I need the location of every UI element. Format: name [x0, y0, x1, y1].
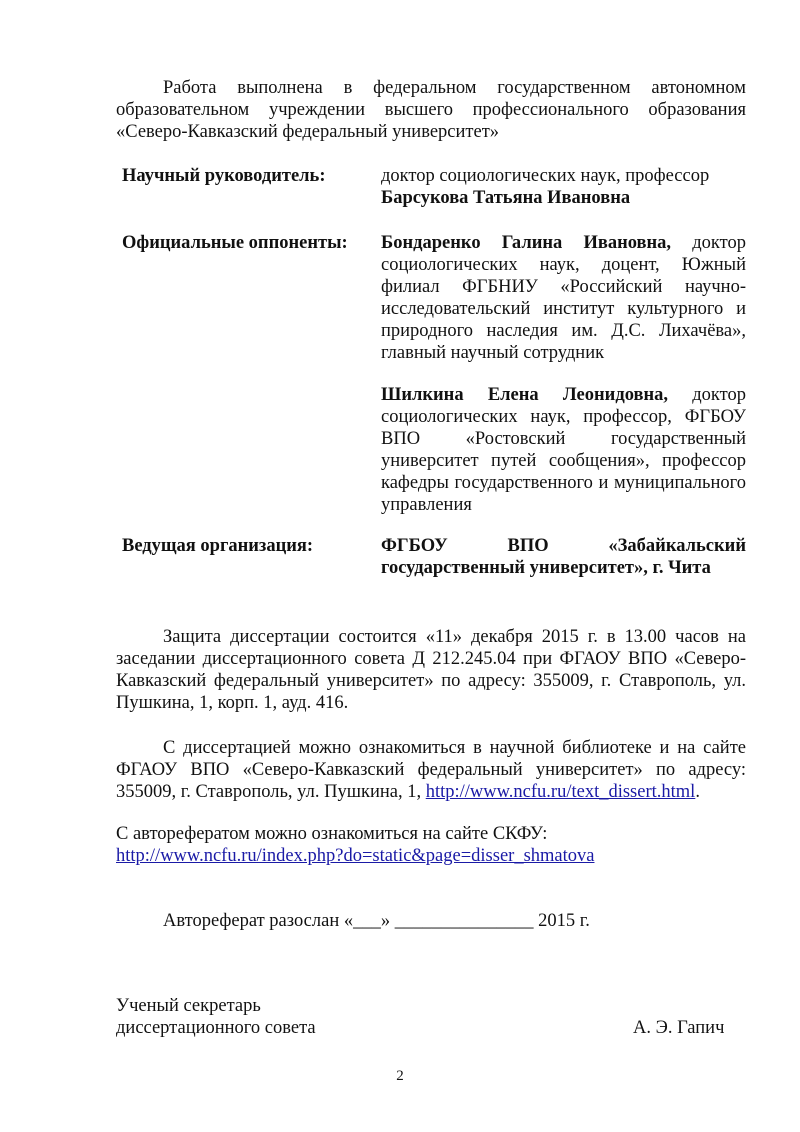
- opponents-label: Официальные оппоненты:: [122, 233, 348, 253]
- opponent-second: [381, 384, 746, 516]
- supervisor-degree: доктор социологических наук, профессор: [381, 166, 710, 186]
- library-paragraph: [116, 737, 746, 803]
- opponent-second-name: Шилкина Елена Леонидовна,: [381, 385, 669, 405]
- opponent-first-name: Бондаренко Галина Ивановна,: [381, 233, 672, 253]
- leading-org-value: ФГБОУ ВПО «Забайкальский государственный университет», г. Чита: [381, 536, 746, 578]
- library-end: .: [695, 782, 700, 802]
- supervisor-value: [381, 165, 746, 209]
- secretary-title: Ученый секретарь: [116, 996, 261, 1016]
- intro-paragraph: Работа выполнена в федеральном государственном автономном образовательном учреждении высшего профессионального образования «Северо-Кавказский федеральный университет»: [116, 78, 746, 142]
- abstract-site-text: С авторефератом можно ознакомиться на сайте СКФУ:: [116, 824, 548, 844]
- page-number: 2: [396, 1068, 404, 1084]
- library-text: С диссертацией можно ознакомиться в научной библиотеке и на сайте ФГАОУ ВПО «Северо-Кавказский федеральный университет» по адресу: 355009, г. Ставрополь, ул. Пушкина, 1,: [116, 738, 746, 802]
- supervisor-name: Барсукова Татьяна Ивановна: [381, 188, 631, 208]
- dissert-link[interactable]: http://www.ncfu.ru/text_dissert.html: [425, 782, 696, 802]
- defense-paragraph: Защита диссертации состоится «11» декабря 2015 г. в 13.00 часов на заседании диссертационного совета Д 212.245.04 при ФГАОУ ВПО «Северо-Кавказский федеральный университет» по адресу: 355009, г. Ставрополь, ул. Пушкина, 1, корп. 1, ауд. 416.: [116, 627, 746, 713]
- supervisor-label: Научный руководитель:: [122, 166, 326, 186]
- abstract-link[interactable]: http://www.ncfu.ru/index.php?do=static&page=disser_shmatova: [116, 846, 595, 866]
- opponent-second-details: доктор социологических наук, профессор, ФГБОУ ВПО «Ростовский государственный университет путей сообщения», профессор кафедры государственного и муниципального управления: [381, 385, 747, 515]
- opponent-first: [381, 232, 746, 364]
- secretary-name: А. Э. Гапич: [633, 1018, 725, 1038]
- abstract-site-link-wrap: [116, 845, 594, 867]
- opponent-first-details: доктор социологических наук, доцент, Южный филиал ФГБНИУ «Российский научно-исследовательский институт культурного и природного наследия им. Д.С. Лихачёва», главный научный сотрудник: [381, 233, 746, 363]
- mailed-line: Автореферат разослан «___» _______________ 2015 г.: [163, 911, 590, 931]
- secretary-council: диссертационного совета: [116, 1018, 316, 1038]
- leading-org-label: Ведущая организация:: [122, 536, 314, 556]
